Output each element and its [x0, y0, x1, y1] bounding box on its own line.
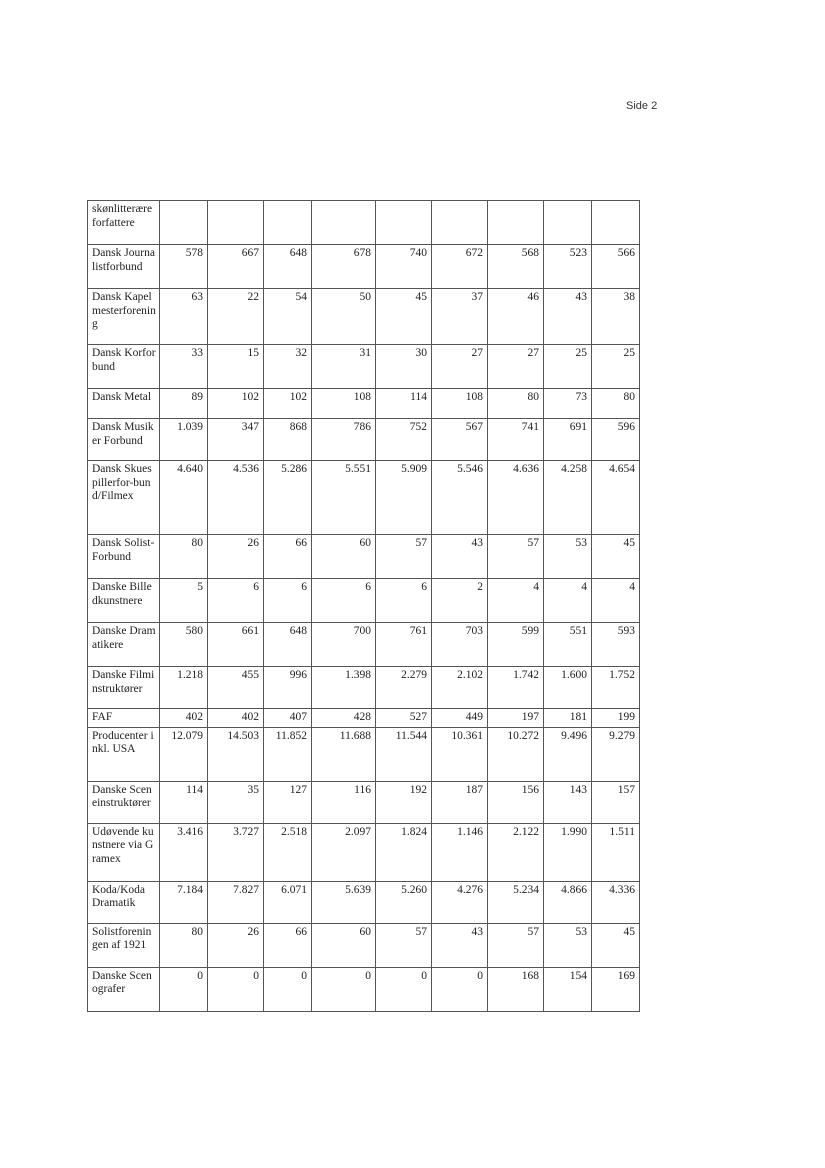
table-cell: 57 [376, 923, 432, 967]
table-cell: 108 [432, 389, 488, 419]
table-row [88, 781, 640, 823]
table-cell: 43 [432, 923, 488, 967]
table-cell: 648 [264, 623, 312, 667]
row-label: Dansk Solist-Forbund [88, 535, 160, 579]
table-cell: 691 [544, 419, 592, 461]
table-cell: 66 [264, 535, 312, 579]
table-cell: 868 [264, 419, 312, 461]
table-cell: 402 [208, 709, 264, 728]
table-cell: 66 [264, 923, 312, 967]
table-cell: 0 [264, 967, 312, 1011]
row-label: Koda/Koda Dramatik [88, 881, 160, 923]
table-cell: 187 [432, 781, 488, 823]
row-label: FAF [88, 709, 160, 728]
table-cell: 26 [208, 535, 264, 579]
row-label: Danske Filminstruktører [88, 667, 160, 709]
table-cell: 168 [488, 967, 544, 1011]
table-cell [432, 201, 488, 245]
table-cell: 3.727 [208, 823, 264, 881]
table-cell: 6.071 [264, 881, 312, 923]
table-cell: 57 [376, 535, 432, 579]
table-cell: 5 [160, 579, 208, 623]
table-cell: 37 [432, 289, 488, 345]
table-cell: 5.260 [376, 881, 432, 923]
table-cell: 53 [544, 535, 592, 579]
row-label: skønlitterære forfattere [88, 201, 160, 245]
table-row [88, 535, 640, 579]
table-cell: 2.279 [376, 667, 432, 709]
table-cell: 1.990 [544, 823, 592, 881]
table-cell: 5.551 [312, 461, 376, 535]
table-cell: 25 [544, 345, 592, 389]
table-cell: 0 [376, 967, 432, 1011]
table-cell: 3.416 [160, 823, 208, 881]
table-cell: 15 [208, 345, 264, 389]
row-label: Dansk Korforbund [88, 345, 160, 389]
table-cell: 740 [376, 245, 432, 289]
table-cell: 4.258 [544, 461, 592, 535]
table-cell: 45 [592, 535, 640, 579]
table-cell: 593 [592, 623, 640, 667]
table-cell: 26 [208, 923, 264, 967]
table-cell: 4 [488, 579, 544, 623]
table-cell: 157 [592, 781, 640, 823]
table-cell [264, 201, 312, 245]
table-cell: 4.336 [592, 881, 640, 923]
table-row [88, 667, 640, 709]
table-cell: 30 [376, 345, 432, 389]
table-cell: 80 [160, 535, 208, 579]
table-cell: 667 [208, 245, 264, 289]
table-cell [544, 201, 592, 245]
table-cell: 156 [488, 781, 544, 823]
table-cell: 648 [264, 245, 312, 289]
table-cell: 455 [208, 667, 264, 709]
table-cell: 22 [208, 289, 264, 345]
table-cell: 568 [488, 245, 544, 289]
row-label: Danske Sceneinstruktører [88, 781, 160, 823]
table-cell: 80 [160, 923, 208, 967]
table-cell: 57 [488, 923, 544, 967]
table-row [88, 727, 640, 781]
table-cell: 2.122 [488, 823, 544, 881]
table-row [88, 881, 640, 923]
table-cell: 0 [312, 967, 376, 1011]
table-cell: 45 [592, 923, 640, 967]
row-label: Dansk Metal [88, 389, 160, 419]
row-label: Producenter inkl. USA [88, 727, 160, 781]
table-cell: 1.752 [592, 667, 640, 709]
table-cell: 12.079 [160, 727, 208, 781]
table-cell: 527 [376, 709, 432, 728]
table-cell: 1.039 [160, 419, 208, 461]
table-cell: 5.639 [312, 881, 376, 923]
table-row [88, 823, 640, 881]
table-cell: 63 [160, 289, 208, 345]
table-cell: 43 [432, 535, 488, 579]
table-cell: 566 [592, 245, 640, 289]
row-label: Danske Dramatikere [88, 623, 160, 667]
table-cell: 80 [488, 389, 544, 419]
table-row [88, 709, 640, 728]
table-cell: 5.909 [376, 461, 432, 535]
table-cell: 761 [376, 623, 432, 667]
table-cell [312, 201, 376, 245]
table-cell [208, 201, 264, 245]
table-row [88, 461, 640, 535]
table-cell: 108 [312, 389, 376, 419]
table-cell: 143 [544, 781, 592, 823]
table-cell [488, 201, 544, 245]
table-cell: 50 [312, 289, 376, 345]
table-cell: 11.852 [264, 727, 312, 781]
table-cell: 60 [312, 923, 376, 967]
row-label: Danske Scenografer [88, 967, 160, 1011]
table-cell: 741 [488, 419, 544, 461]
table-cell: 567 [432, 419, 488, 461]
table-row [88, 923, 640, 967]
table-cell: 154 [544, 967, 592, 1011]
table-cell: 4.536 [208, 461, 264, 535]
table-cell: 1.824 [376, 823, 432, 881]
table-cell: 6 [376, 579, 432, 623]
table-cell: 407 [264, 709, 312, 728]
table-cell: 1.218 [160, 667, 208, 709]
row-label: Danske Billedkunstnere [88, 579, 160, 623]
table-row [88, 201, 640, 245]
row-label: Dansk Musiker Forbund [88, 419, 160, 461]
row-label: Solistforeningen af 1921 [88, 923, 160, 967]
table-cell: 347 [208, 419, 264, 461]
table-cell: 80 [592, 389, 640, 419]
table-cell: 700 [312, 623, 376, 667]
table-cell: 169 [592, 967, 640, 1011]
table-cell: 6 [264, 579, 312, 623]
row-label: Udøvende kunstnere via Gramex [88, 823, 160, 881]
table-cell: 10.361 [432, 727, 488, 781]
table-cell: 27 [432, 345, 488, 389]
table-row [88, 289, 640, 345]
table-cell: 5.546 [432, 461, 488, 535]
table-cell: 33 [160, 345, 208, 389]
table-cell: 192 [376, 781, 432, 823]
table-row [88, 345, 640, 389]
table-cell: 46 [488, 289, 544, 345]
table-cell: 35 [208, 781, 264, 823]
row-label: Dansk Skuespillerfor-bund/Filmex [88, 461, 160, 535]
table-cell: 53 [544, 923, 592, 967]
table-row [88, 623, 640, 667]
table-cell: 116 [312, 781, 376, 823]
table-cell: 1.146 [432, 823, 488, 881]
table-cell: 38 [592, 289, 640, 345]
table-cell: 1.742 [488, 667, 544, 709]
table-cell: 60 [312, 535, 376, 579]
table-cell: 11.544 [376, 727, 432, 781]
table-cell: 4.636 [488, 461, 544, 535]
table-cell: 7.827 [208, 881, 264, 923]
table-cell: 703 [432, 623, 488, 667]
table-cell: 102 [264, 389, 312, 419]
table-cell: 127 [264, 781, 312, 823]
table-cell: 57 [488, 535, 544, 579]
page-number: Side 2 [626, 100, 658, 112]
table-cell: 752 [376, 419, 432, 461]
table-row [88, 967, 640, 1011]
table-cell: 449 [432, 709, 488, 728]
table-row [88, 579, 640, 623]
table-cell: 54 [264, 289, 312, 345]
table-cell: 0 [160, 967, 208, 1011]
table-cell: 4.654 [592, 461, 640, 535]
table-cell: 6 [312, 579, 376, 623]
table-cell: 2 [432, 579, 488, 623]
table-cell: 402 [160, 709, 208, 728]
table-cell: 596 [592, 419, 640, 461]
table-cell: 9.279 [592, 727, 640, 781]
table-cell [592, 201, 640, 245]
row-label: Dansk Journalistforbund [88, 245, 160, 289]
table-cell: 0 [432, 967, 488, 1011]
table-cell: 10.272 [488, 727, 544, 781]
table-cell: 1.398 [312, 667, 376, 709]
table-cell: 114 [376, 389, 432, 419]
table-cell: 14.503 [208, 727, 264, 781]
table-cell: 580 [160, 623, 208, 667]
table-cell: 89 [160, 389, 208, 419]
table-cell [376, 201, 432, 245]
table-row [88, 389, 640, 419]
table-cell: 27 [488, 345, 544, 389]
table-cell: 197 [488, 709, 544, 728]
table-cell: 599 [488, 623, 544, 667]
table-cell: 102 [208, 389, 264, 419]
table-cell: 114 [160, 781, 208, 823]
table-cell: 1.511 [592, 823, 640, 881]
table-cell: 199 [592, 709, 640, 728]
table-row [88, 245, 640, 289]
statistics-table [87, 200, 640, 1012]
table-cell: 5.234 [488, 881, 544, 923]
table-cell: 672 [432, 245, 488, 289]
table-cell: 11.688 [312, 727, 376, 781]
table-cell: 43 [544, 289, 592, 345]
table-row [88, 419, 640, 461]
table-cell: 7.184 [160, 881, 208, 923]
table-cell: 1.600 [544, 667, 592, 709]
table-cell: 181 [544, 709, 592, 728]
table-cell: 45 [376, 289, 432, 345]
table-cell: 4 [592, 579, 640, 623]
table-cell: 25 [592, 345, 640, 389]
table-cell: 4.866 [544, 881, 592, 923]
table-cell [160, 201, 208, 245]
table-cell: 786 [312, 419, 376, 461]
table-cell: 6 [208, 579, 264, 623]
table-cell: 0 [208, 967, 264, 1011]
table-cell: 4 [544, 579, 592, 623]
row-label: Dansk Kapelmesterforening [88, 289, 160, 345]
table-cell: 4.276 [432, 881, 488, 923]
table-cell: 578 [160, 245, 208, 289]
table-cell: 31 [312, 345, 376, 389]
table-cell: 2.097 [312, 823, 376, 881]
table-cell: 428 [312, 709, 376, 728]
table-cell: 73 [544, 389, 592, 419]
table-cell: 5.286 [264, 461, 312, 535]
table-cell: 2.518 [264, 823, 312, 881]
table-cell: 661 [208, 623, 264, 667]
table-cell: 678 [312, 245, 376, 289]
table-cell: 32 [264, 345, 312, 389]
table-cell: 523 [544, 245, 592, 289]
table-cell: 9.496 [544, 727, 592, 781]
table-cell: 996 [264, 667, 312, 709]
table-cell: 4.640 [160, 461, 208, 535]
table-cell: 2.102 [432, 667, 488, 709]
table-cell: 551 [544, 623, 592, 667]
